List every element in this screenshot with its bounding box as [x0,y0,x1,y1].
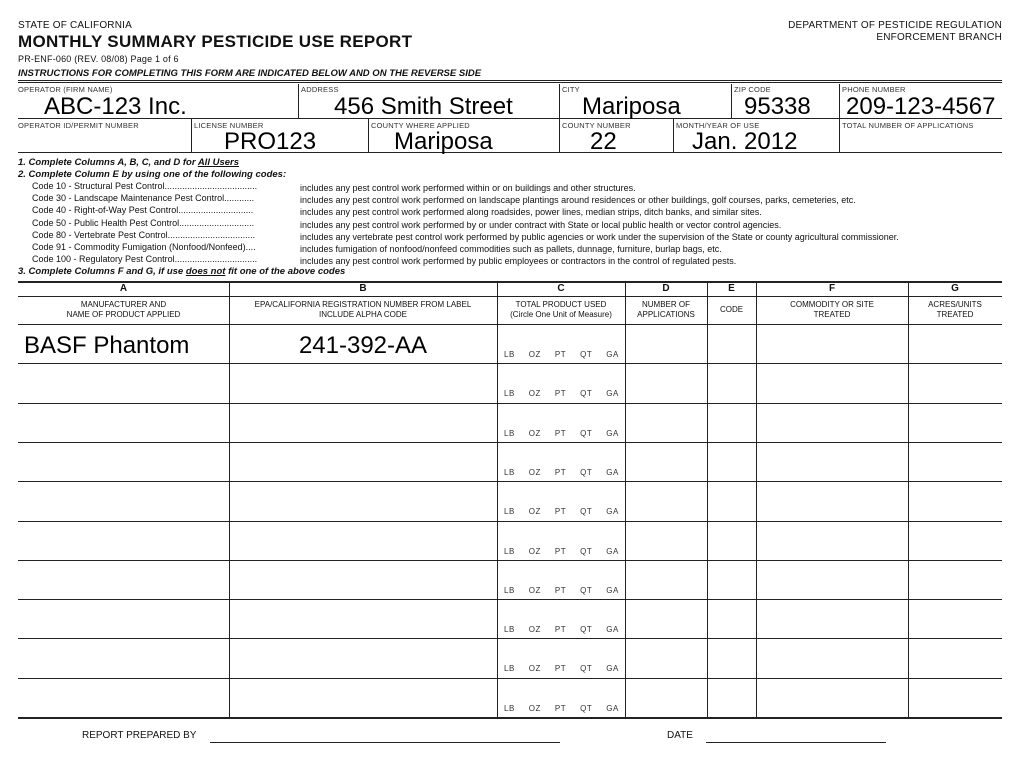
unit-option[interactable]: QT [580,467,593,477]
code-name: Code 10 - Structural Pest Control..................................... [32,181,258,191]
column-header-line: TOTAL PRODUCT USED [515,300,607,309]
code-name: Code 40 - Right-of-Way Pest Control.............................. [32,205,254,216]
step-1-emphasis: All Users [197,157,239,168]
unit-option[interactable]: OZ [528,625,541,635]
unit-option[interactable]: OZ [528,703,541,713]
column-header-line: CODE [719,305,744,314]
unit-options [504,468,633,477]
unit-option[interactable]: GA [606,467,619,477]
code-row [32,181,636,193]
unit-option[interactable]: QT [580,350,593,359]
unit-option[interactable]: QT [580,507,593,517]
unit-option[interactable]: QT [580,625,593,635]
unit-options [504,429,633,438]
unit-option[interactable]: PT [554,664,567,674]
registration-number-cell[interactable]: 241-392-AA [298,332,428,359]
column-letter: D [662,283,670,294]
unit-option[interactable]: PT [554,350,567,359]
city-field[interactable]: Mariposa [582,93,681,120]
county-applied-label: COUNTY WHERE APPLIED [371,121,470,130]
code-description: includes any vertebrate pest control work performed by public agencies or work under the supervision of the State or county agricultural commissioner. [300,231,899,242]
step-1-text: 1. Complete Columns A, B, C, and D for [18,157,198,168]
unit-option[interactable]: PT [554,389,567,399]
unit-option[interactable]: LB [504,350,515,359]
unit-option[interactable]: OZ [528,664,541,674]
license-label: LICENSE NUMBER [194,121,264,130]
zip-field[interactable]: 95338 [744,93,811,120]
unit-options [504,350,633,359]
column-letter: B [359,283,367,294]
column-header-line: NUMBER OF [642,300,690,309]
unit-option[interactable]: LB [504,703,515,713]
unit-option[interactable]: OZ [528,389,541,399]
code-row [32,218,781,230]
column-header-line: COMMODITY OR SITE [790,300,874,309]
unit-option[interactable]: PT [554,507,567,517]
unit-options [504,586,633,595]
unit-option[interactable]: GA [606,389,619,399]
column-header-line: EPA/CALIFORNIA REGISTRATION NUMBER FROM LABEL [254,300,472,309]
code-description: includes any pest control work performed on landscape plantings around residences or other buildings, golf courses, parks, cemeteries, etc. [300,195,856,206]
column-header [18,300,229,320]
column-header-line: TREATED [813,310,851,319]
unit-option[interactable]: GA [606,625,619,635]
operator-id-label: OPERATOR ID/PERMIT NUMBER [18,121,139,130]
code-description: includes any pest control work performed by public employees or contractors in the control of regulated pests. [300,256,737,267]
step-3 [18,266,345,277]
column-letter: A [119,283,128,294]
code-row [32,230,899,242]
code-name: Code 30 - Landscape Maintenance Pest Control............ [32,193,255,204]
instructions-note: INSTRUCTIONS FOR COMPLETING THIS FORM ARE INDICATED BELOW AND ON THE REVERSE SIDE [18,68,482,79]
step-1 [18,157,239,168]
code-row [32,242,722,254]
unit-option[interactable]: GA [606,507,619,517]
unit-options [504,507,633,516]
unit-option[interactable]: GA [606,664,619,674]
step-3-emphasis: does not [185,266,226,277]
unit-option[interactable]: QT [580,585,593,595]
unit-option[interactable]: LB [504,507,515,517]
unit-option[interactable]: QT [580,389,593,399]
unit-option[interactable]: LB [504,585,515,595]
column-header-line: APPLICATIONS [637,310,695,319]
step-3-text: 3. Complete Columns F and G, if use [18,266,186,277]
phone-label: PHONE NUMBER [842,85,906,94]
unit-option[interactable]: OZ [528,428,541,438]
unit-option[interactable]: QT [580,703,593,713]
unit-option[interactable]: PT [554,546,567,556]
branch-label: ENFORCEMENT BRANCH [876,32,1002,43]
form-title: MONTHLY SUMMARY PESTICIDE USE REPORT [18,32,413,51]
total-apps-label: TOTAL NUMBER OF APPLICATIONS [842,121,974,130]
address-label: ADDRESS [301,85,339,94]
month-year-field[interactable]: Jan. 2012 [692,128,798,155]
address-field[interactable]: 456 Smith Street [334,93,513,120]
state-label: STATE OF CALIFORNIA [18,20,132,31]
code-description: includes any pest control work performed by or under contract with State or local public health or vector control agencies. [300,219,782,230]
unit-option[interactable]: LB [504,625,515,635]
code-name: Code 50 - Public Health Pest Control.............................. [32,217,255,228]
unit-option[interactable]: PT [554,585,567,595]
code-name: Code 80 - Vertebrate Pest Control................................... [32,229,256,240]
code-row [32,205,762,217]
unit-option[interactable]: QT [580,664,593,674]
column-header-line: ACRES/UNITS [928,300,982,309]
column-header-line: MANUFACTURER AND [80,300,167,309]
unit-option[interactable]: LB [504,664,515,674]
column-header [707,305,756,315]
unit-option[interactable]: LB [504,428,515,438]
unit-option[interactable]: GA [606,428,619,438]
column-header-line: (Circle One Unit of Measure) [510,310,612,319]
code-name: Code 91 - Commodity Fumigation (Nonfood/Nonfeed).... [32,242,256,252]
column-header [497,300,625,320]
license-field[interactable]: PRO123 [224,128,317,155]
unit-option[interactable]: LB [504,546,515,556]
unit-option[interactable]: PT [554,428,567,438]
column-header-line: INCLUDE ALPHA CODE [318,310,408,319]
unit-options [504,664,633,673]
prepared-by-label: REPORT PREPARED BY [82,730,197,741]
operator-field[interactable]: ABC-123 Inc. [44,93,187,120]
month-year-label: MONTH/YEAR OF USE [676,121,760,130]
column-letter: G [951,283,959,294]
date-line[interactable] [706,742,886,743]
column-header [908,300,1002,320]
unit-option[interactable]: PT [554,467,567,477]
county-number-label: COUNTY NUMBER [562,121,631,130]
unit-option[interactable]: PT [554,625,567,635]
unit-option[interactable]: QT [580,428,593,438]
form-id: PR-ENF-060 (REV. 08/08) Page 1 of 6 [18,54,179,64]
unit-option[interactable]: OZ [528,507,541,517]
phone-field[interactable]: 209-123-4567 [846,93,996,120]
unit-option[interactable]: PT [554,703,567,713]
step-2: 2. Complete Column E by using one of the following codes: [18,169,287,180]
column-header-line: TREATED [936,310,974,319]
unit-option[interactable]: GA [606,546,619,556]
step-3-suffix: fit one of the above codes [225,266,346,277]
code-row [32,254,736,266]
column-header-line: NAME OF PRODUCT APPLIED [66,310,181,319]
operator-label: OPERATOR (FIRM NAME) [18,85,113,94]
column-header [229,300,497,320]
unit-option[interactable]: GA [606,350,619,359]
code-name: Code 100 - Regulatory Pest Control................................. [32,254,258,265]
date-label: DATE [667,730,693,741]
code-description: includes any pest control work performed along roadsides, power lines, median strips, ditch banks, and similar sites. [300,207,762,218]
unit-option[interactable]: LB [504,467,515,477]
unit-options [504,704,633,713]
code-description: includes fumigation of nonfood/nonfeed commodities such as pallets, dunnage, furniture, burlap bags, etc. [300,244,722,254]
unit-options [504,625,633,634]
column-letter: C [557,283,565,294]
code-row [32,193,856,205]
product-name-cell[interactable]: BASF Phantom [24,332,190,359]
column-letter: E [728,283,735,294]
column-header [756,300,908,320]
prepared-by-line[interactable] [210,742,560,743]
zip-label: ZIP CODE [734,85,771,94]
unit-option[interactable]: OZ [528,350,541,359]
column-letter: F [828,283,836,294]
department-label: DEPARTMENT OF PESTICIDE REGULATION [788,20,1002,31]
city-label: CITY [562,85,580,94]
unit-option[interactable]: LB [504,389,515,399]
unit-option[interactable]: OZ [528,546,541,556]
code-description: includes any pest control work performed within or on buildings and other structures. [300,183,636,193]
unit-options [504,389,633,398]
column-header [625,300,707,320]
unit-option[interactable]: OZ [528,585,541,595]
unit-option[interactable]: GA [606,703,619,713]
county-applied-field[interactable]: Mariposa [394,128,493,155]
unit-options [504,547,633,556]
county-number-field[interactable]: 22 [590,128,617,155]
unit-option[interactable]: QT [580,546,593,556]
unit-option[interactable]: OZ [528,467,541,477]
unit-option[interactable]: GA [606,585,619,595]
